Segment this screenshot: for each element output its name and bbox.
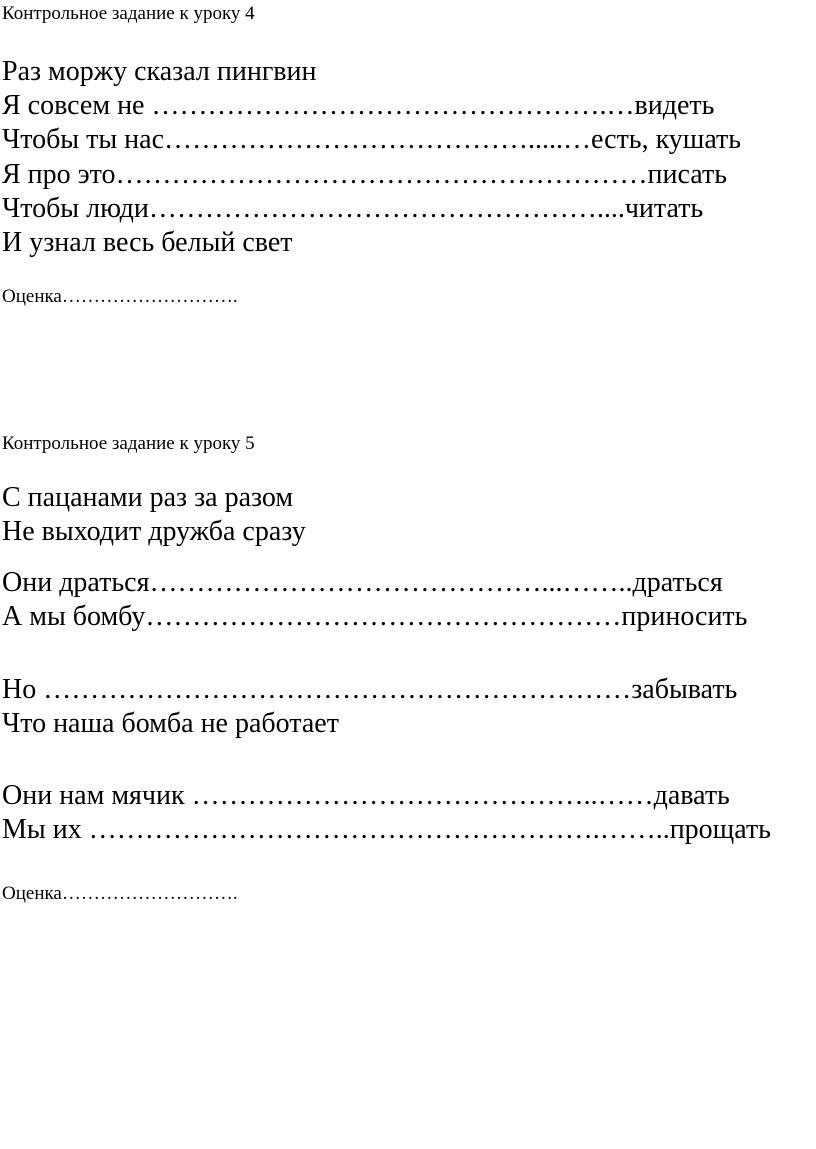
task4-line-2: Я совсем не ………………………………………….…видеть (2, 90, 715, 121)
task4-heading: Контрольное задание к уроку 4 (2, 3, 255, 24)
task5-line-4: А мы бомбу……………………………………………приносить (2, 601, 748, 632)
task4-line-6: И узнал весь белый свет (2, 227, 293, 258)
task5-heading: Контрольное задание к уроку 5 (2, 433, 255, 454)
task5-line-5: Но ………………………………………………………забывать (2, 674, 738, 705)
task4-line-3: Чтобы ты нас………………………………….....…есть, кушать (2, 124, 742, 155)
task4-grade: Оценка………………………. (2, 286, 238, 307)
task5-line-6: Что наша бомба не работает (2, 708, 339, 739)
task5-line-7: Они нам мячик ……………………………………..……давать (2, 780, 730, 811)
task5-line-1: С пацанами раз за разом (2, 482, 294, 513)
task5-line-2: Не выходит дружба сразу (2, 516, 306, 547)
task5-line-3: Они драться……………………………………...……..драться (2, 567, 723, 598)
task5-grade: Оценка………………………. (2, 883, 238, 904)
task4-line-5: Чтобы люди…………………………………………....читать (2, 193, 704, 224)
task4-line-1: Раз моржу сказал пингвин (2, 56, 317, 87)
task4-line-4: Я про это…………………………………………………писать (2, 159, 727, 190)
task5-line-8: Мы их ……………………………………………….……..прощать (2, 814, 771, 845)
